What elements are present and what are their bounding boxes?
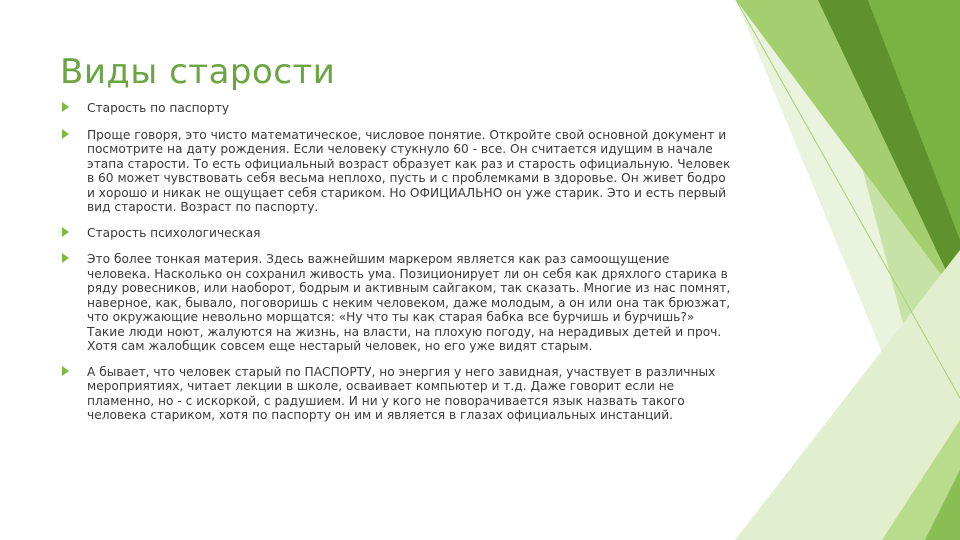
list-item [60,226,732,241]
triangle-right-icon [62,253,69,263]
triangle-right-icon [62,129,69,139]
list-item-text: Старость психологическая [87,225,261,240]
list-item [60,101,732,116]
bullet-list [60,101,732,423]
list-item [60,128,732,215]
triangle-right-icon [62,102,69,112]
list-item [60,252,732,354]
list-item-text: А бывает, что человек старый по ПАСПОРТУ, но энергия у него завидная, участвует в различных мероприятиях, читает лекции в школе, осваивает компьютер и т.д. Даже говорит если не пламенно, но - с искоркой, с радушием. И ни у кого не поворачивается язык назвать такого человека стариком, хотя по паспорту он им и является в глазах официальных инстанций. [87,364,716,422]
list-item-text: Старость по паспорту [87,101,230,115]
list-item-text: Это более тонкая материя. Здесь важнейшим маркером является как раз самоощущение человека. Насколько он сохранил живость ума. Позиционирует ли он себя как дряхлого старика в ряду ровесников, или наоборот, бодрым и активным сайгаком, так сказать. Многие из нас помнят, наверное, как, бывало, поговоришь с неким человеком, даже молодым, а он или она так брюзжат, что окружающие невольно морщатся: «Ну что ты как старая бабка все бурчишь и бурчишь?» Такие люди ноют, жалуются на жизнь, на власти, на плохую погоду, на нерадивых детей и проч. Хотя сам жалобщик совсем еще нестарый человек, но его уже видят старым. [87,252,731,353]
list-item [60,365,732,423]
triangle-right-icon [62,227,69,237]
list-item-text: Проще говоря, это чисто математическое, числовое понятие. Откройте свой основной документ и посмотрите на дату рождения. Если человеку стукнуло 60 - все. Он считается идущим в начале этапа старости. То есть официальный возраст образует как раз и старость официальную. Человек в 60 может чувствовать себя весьма неплохо, пусть и с проблемками в здоровье. Он живет бодро и хорошо и никак не ощущает себя стариком. Но ОФИЦИАЛЬНО он уже старик. Это и есть первый вид старости. Возраст по паспорту. [87,127,731,214]
slide-title: Виды старости [60,52,336,92]
triangle-right-icon [62,366,69,376]
